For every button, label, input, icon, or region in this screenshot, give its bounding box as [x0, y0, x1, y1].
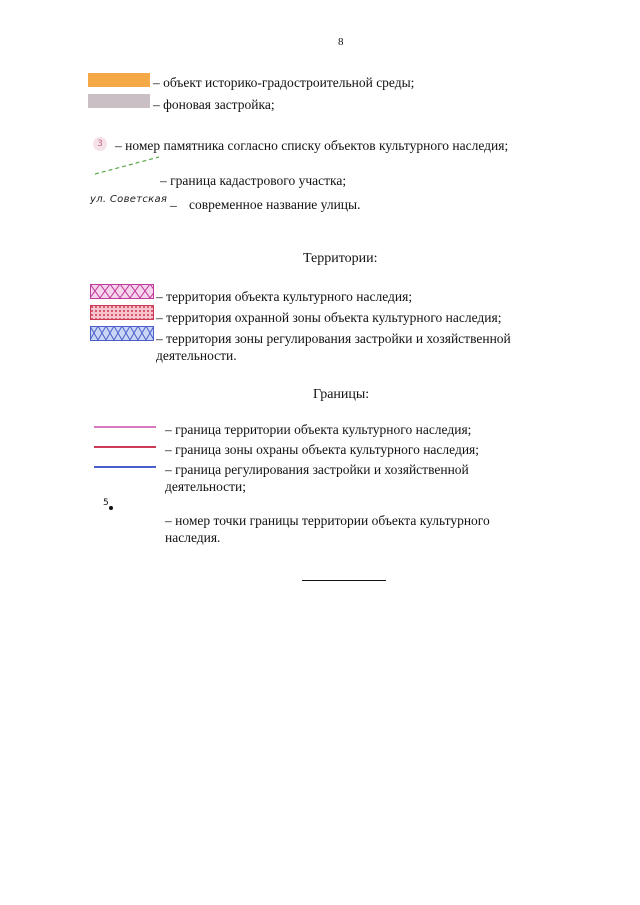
- background-building-label: – фоновая застройка;: [153, 97, 275, 112]
- cadastral-boundary-label: – граница кадастрового участка;: [160, 173, 347, 188]
- closing-rule: [302, 580, 386, 581]
- heritage-territory-swatch: [90, 284, 154, 300]
- protection-zone-label: – территория охранной зоны объекта культурного наследия;: [156, 310, 502, 325]
- territories-heading: Территории:: [303, 251, 378, 266]
- border-point-number: 5: [103, 498, 109, 508]
- street-name-label: современное название улицы.: [189, 197, 361, 212]
- regulation-border-line: [94, 466, 156, 468]
- cadastral-boundary-line: [93, 154, 163, 176]
- street-name-sample: ул. Советская: [90, 194, 168, 205]
- protection-border-line: [94, 446, 156, 448]
- border-point-dot: [109, 506, 113, 510]
- background-building-swatch: [88, 94, 150, 108]
- protection-zone-swatch: [90, 305, 154, 321]
- monument-number-label: – номер памятника согласно списку объектов культурного наследия;: [115, 138, 509, 153]
- border-point-label: – номер точки границы территории объекта культурного наследия.: [165, 513, 490, 545]
- heritage-border-line: [94, 426, 156, 428]
- historic-env-label: – объект историко-градостроительной среды;: [153, 75, 415, 90]
- protection-border-label: – граница зоны охраны объекта культурного наследия;: [165, 442, 480, 457]
- regulation-border-label: – граница регулирования застройки и хозяйственной деятельности;: [165, 462, 469, 494]
- borders-heading: Границы:: [313, 387, 370, 402]
- regulation-zone-label: – территория зоны регулирования застройки и хозяйственной деятельности.: [156, 331, 511, 363]
- monument-number-symbol: 3: [93, 137, 107, 151]
- regulation-zone-swatch: [90, 326, 154, 342]
- historic-env-swatch: [88, 73, 150, 87]
- heritage-territory-label: – территория объекта культурного наследия;: [156, 289, 413, 304]
- street-name-dash: _: [170, 193, 177, 208]
- heritage-border-label: – граница территории объекта культурного наследия;: [165, 422, 472, 437]
- page-number: 8: [338, 36, 344, 48]
